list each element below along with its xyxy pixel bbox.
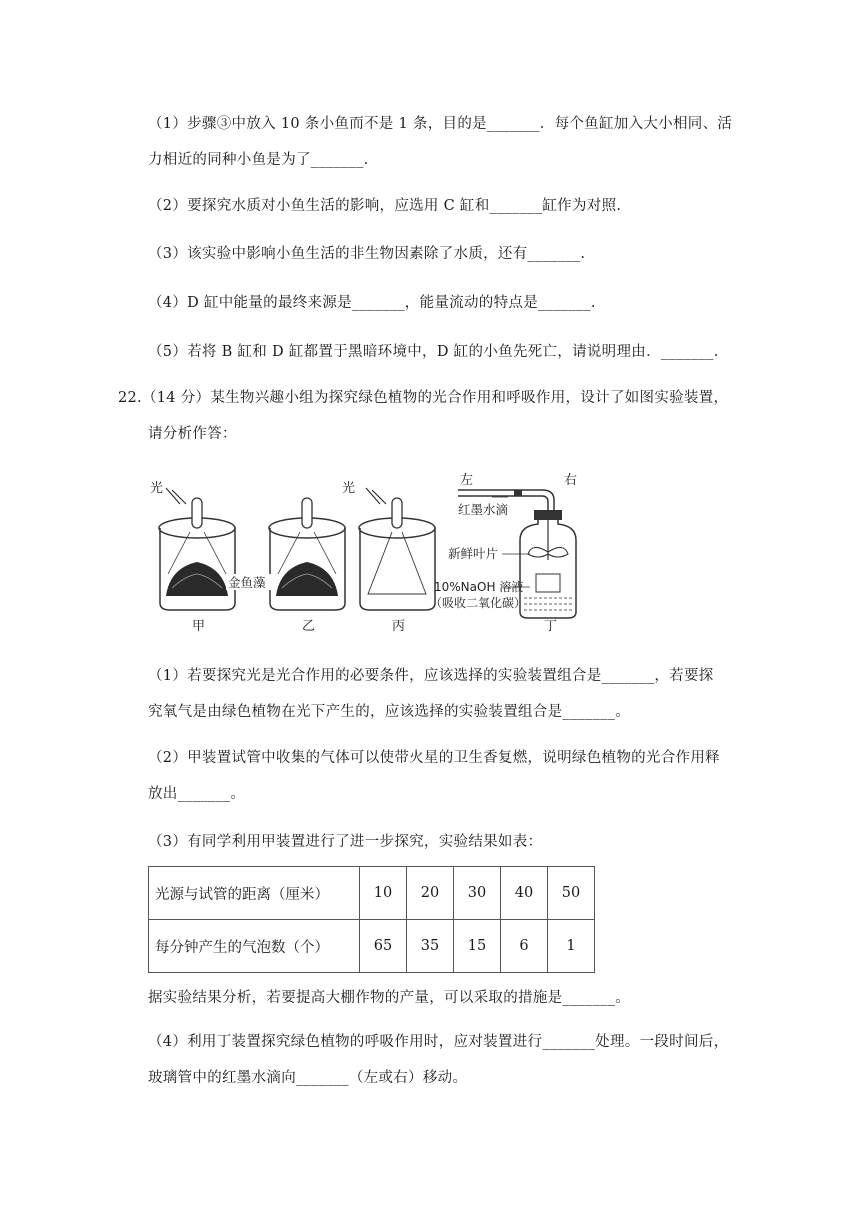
table-cell: 6 — [501, 920, 548, 973]
row-header-distance: 光源与试管的距离（厘米） — [149, 867, 360, 920]
results-table — [148, 866, 595, 973]
label-left: 左 — [460, 473, 474, 488]
table-cell: 30 — [454, 867, 501, 920]
table-cell: 1 — [548, 920, 595, 973]
caption-jia: 甲 — [192, 619, 206, 634]
q3-line: （3）该实验中影响小鱼生活的非生物因素除了水质，还有_______. — [148, 246, 586, 262]
sub3-line: （3）有同学利用甲装置进行了进一步探究，实验结果如表： — [148, 834, 543, 850]
sub1-line-a: （1）若要探究光是光合作用的必要条件，应该选择的实验装置组合是_______，若要探 — [148, 668, 714, 684]
label-ink-drop: 红墨水滴 — [458, 502, 509, 517]
caption-yi: 乙 — [302, 619, 316, 634]
table-row — [149, 867, 595, 920]
apparatus-jia — [159, 488, 235, 610]
caption-bing: 丙 — [392, 619, 406, 634]
sub2-line-a: （2）甲装置试管中收集的气体可以使带火星的卫生香复燃，说明绿色植物的光合作用释 — [148, 750, 720, 766]
table-cell: 50 — [548, 867, 595, 920]
table-row — [149, 920, 595, 973]
plant-label: 金鱼藻 — [228, 575, 266, 590]
q2-line: （2）要探究水质对小鱼生活的影响，应选用 C 缸和_______缸作为对照. — [148, 198, 622, 214]
experiment-figure — [140, 470, 590, 635]
q1-line-a: （1）步骤③中放入 10 条小鱼而不是 1 条，目的是_______．每个鱼缸加入大小相同、活 — [148, 116, 733, 132]
sub2-line-b: 放出_______。 — [148, 786, 246, 802]
table-cell: 15 — [454, 920, 501, 973]
light-label-2: 光 — [342, 481, 356, 496]
caption-ding: 丁 — [544, 619, 558, 634]
table-cell: 10 — [360, 867, 407, 920]
sub1-line-b: 究氧气是由绿色植物在光下产生的，应该选择的实验装置组合是_______。 — [148, 704, 631, 720]
q1-line-b: 力相近的同种小鱼是为了_______. — [148, 152, 369, 168]
row-header-bubbles: 每分钟产生的气泡数（个） — [149, 920, 360, 973]
table-cell: 65 — [360, 920, 407, 973]
label-right: 右 — [564, 473, 578, 488]
after-table-line: 据实验结果分析，若要提高大棚作物的产量，可以采取的措施是_______。 — [148, 990, 631, 1006]
label-naoh-note: （吸收二氧化碳） — [430, 596, 527, 610]
label-fresh-leaf: 新鲜叶片 — [448, 546, 499, 561]
apparatus-bing — [359, 488, 435, 610]
table-cell: 35 — [407, 920, 454, 973]
label-naoh: 10%NaOH 溶液 — [434, 580, 524, 594]
apparatus-yi — [269, 498, 345, 610]
problem-22-line-b: 请分析作答： — [148, 426, 237, 442]
q5-line: （5）若将 B 缸和 D 缸都置于黑暗环境中，D 缸的小鱼先死亡，请说明理由．_______. — [148, 344, 719, 360]
sub4-line-b: 玻璃管中的红墨水滴向_______（左或右）移动。 — [148, 1070, 468, 1086]
sub4-line-a: （4）利用丁装置探究绿色植物的呼吸作用时，应对装置进行_______处理。一段时间后， — [148, 1034, 729, 1050]
table-cell: 20 — [407, 867, 454, 920]
table-cell: 40 — [501, 867, 548, 920]
light-label-1: 光 — [150, 481, 164, 496]
problem-22-line-a: 22.（14 分）某生物兴趣小组为探究绿色植物的光合作用和呼吸作用，设计了如图实验装置， — [118, 390, 729, 406]
q4-line: （4）D 缸中能量的最终来源是_______，能量流动的特点是_______. — [148, 295, 596, 311]
